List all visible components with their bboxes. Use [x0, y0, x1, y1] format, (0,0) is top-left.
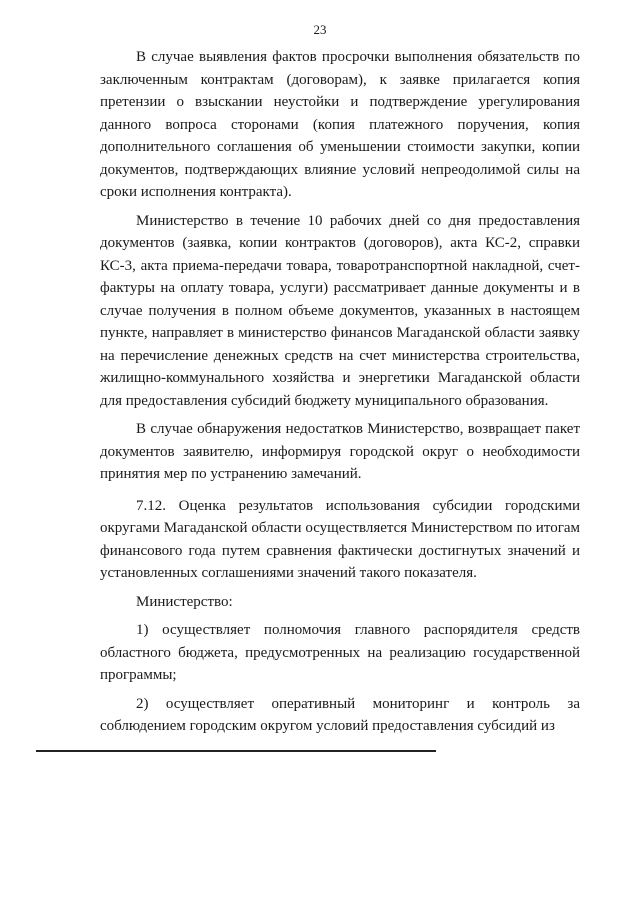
document-body: [100, 46, 580, 738]
paragraph-7-12-evaluation: 7.12. Оценка результатов использования субсидии городскими округами Магаданской области осуществляется Министерством по итогам финансового года путем сравнения фактически достигнутых значений и установленных соглашениями значений такого показателя.: [100, 497, 580, 581]
paragraph-deficiencies-return: В случае обнаружения недостатков Министерство, возвращает пакет документов заявителю, информируя городской округ о необходимости принятия мер по устранению замечаний.: [100, 421, 580, 482]
footer-divider: [36, 750, 436, 752]
paragraph-overdue-obligations: В случае выявления фактов просрочки выполнения обязательств по заключенным контрактам (договорам), к заявке прилагается копия претензии о взыскании неустойки и подтверждение урегулирования данного вопроса сторонами (копия платежного поручения, копия дополнительного соглашения об уменьшении стоимости закупки, копии документов, подтверждающих влияние условий непреодолимой силы на сроки исполнения контракта).: [100, 49, 580, 200]
list-item-1: 1) осуществляет полномочия главного распорядителя средств областного бюджета, предусмотренных на реализацию государственной программы;: [100, 622, 580, 683]
paragraph-ministry-heading: Министерство:: [136, 593, 233, 610]
list-item-2: 2) осуществляет оперативный мониторинг и контроль за соблюдением городским округом условий предоставления субсидий из: [100, 695, 580, 734]
page-number: 23: [313, 22, 327, 37]
paragraph-ministry-review: Министерство в течение 10 рабочих дней со дня предоставления документов (заявка, копии контрактов (договоров), акта КС-2, справки КС-3, акта приема-передачи товара, товаротранспортной накладной, счет-фактуры на оплату товара, услуги) рассматривает данные документы и в случае получения в полном объеме документов, указанных в настоящем пункте, направляет в министерство финансов Магаданской области заявку на перечисление денежных средств на счет министерства строительства, жилищно-коммунального хозяйства и энергетики Магаданской области для предоставления субсидий бюджету муниципального образования.: [100, 212, 580, 409]
